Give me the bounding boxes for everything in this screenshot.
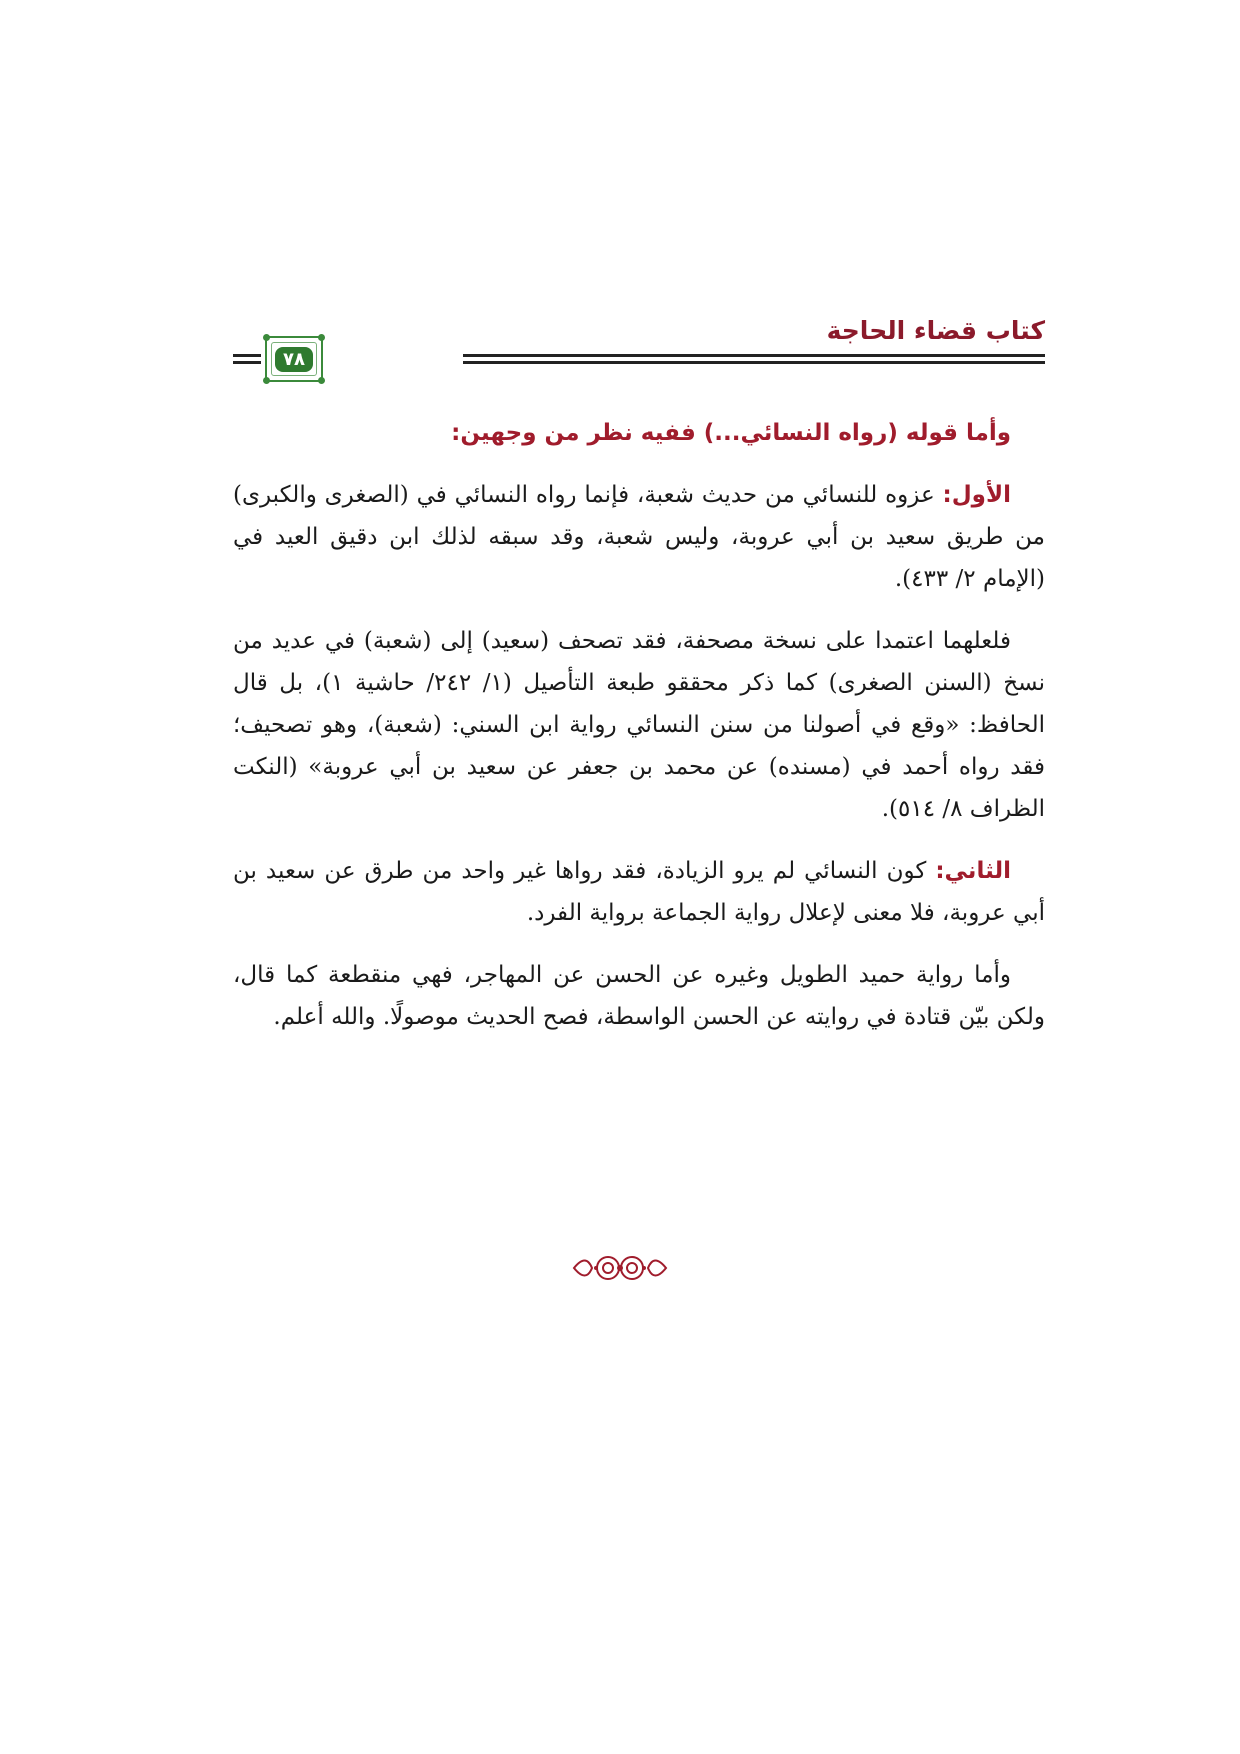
- paragraph-first-label: الأول:: [942, 482, 1011, 508]
- section-heading: وأما قوله (رواه النسائي...) ففيه نظر من وجهين:: [451, 420, 1011, 446]
- book-title: كتاب قضاء الحاجة: [826, 316, 1045, 345]
- badge-corner-icon: [318, 377, 325, 384]
- left-rule-top: [233, 354, 261, 357]
- page-number: ٧٨: [275, 347, 313, 372]
- paragraph-first: [233, 474, 1045, 600]
- page-number-frame-icon: [265, 336, 323, 382]
- paragraph-fourth: وأما رواية حميد الطويل وغيره عن الحسن عن المهاجر، فهي منقطعة كما قال، ولكن بيّن قتادة في روايته عن الحسن الواسطة، فصح الحديث موصولًا. والله أعلم.: [233, 962, 1045, 1030]
- header-rule-top: [463, 354, 1045, 357]
- floral-divider-icon: [0, 1250, 1240, 1290]
- paragraph-third-text: كون النسائي لم يرو الزيادة، فقد رواها غير واحد من طرق عن سعيد بن أبي عروبة، فلا معنى لإعلال رواية الجماعة برواية الفرد.: [233, 858, 1045, 926]
- badge-corner-icon: [318, 334, 325, 341]
- page-header: [233, 310, 1045, 390]
- badge-corner-icon: [263, 334, 270, 341]
- header-rule-bottom: [463, 361, 1045, 364]
- paragraph-first-text: عزوه للنسائي من حديث شعبة، فإنما رواه النسائي في (الصغرى والكبرى) من طريق سعيد بن أبي عروبة، وليس شعبة، وقد سبقه لذلك ابن دقيق العيد في (الإمام ٢/ ٤٣٣).: [233, 482, 1045, 592]
- paragraph-third: [233, 850, 1045, 934]
- paragraph-second: فلعلهما اعتمدا على نسخة مصحفة، فقد تصحف (سعيد) إلى (شعبة) في عديد من نسخ (السنن الصغرى) كما ذكر محققو طبعة التأصيل (١/ ٢٤٢/ حاشية ١)، بل قال الحافظ: «وقع في أصولنا من سنن النسائي رواية ابن السني: (شعبة)، وهو تصحيف؛ فقد رواه أحمد في (مسنده) عن محمد بن جعفر عن سعيد بن أبي عروبة» (النكت الظراف ٨/ ٥١٤).: [233, 628, 1045, 822]
- page-content: [233, 412, 1045, 1058]
- paragraph-third-label: الثاني:: [935, 858, 1011, 884]
- header-left-rules: [233, 354, 261, 368]
- floral-divider-svg: [570, 1250, 670, 1286]
- left-rule-bottom: [233, 361, 261, 364]
- badge-corner-icon: [263, 377, 270, 384]
